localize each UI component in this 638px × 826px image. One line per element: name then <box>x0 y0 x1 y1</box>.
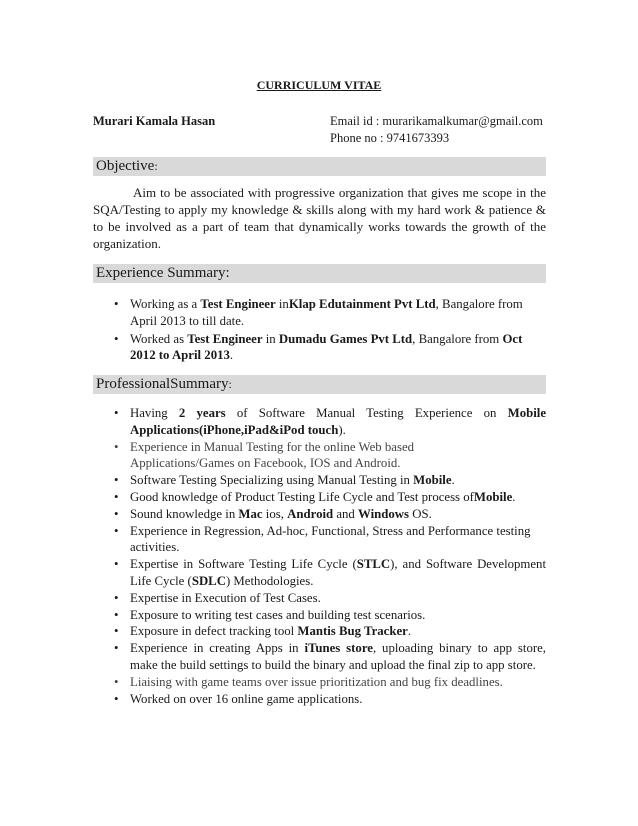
text-run: Dumadu Games Pvt Ltd <box>278 331 413 346</box>
text-run: , Bangalore from April 2013 to till date. <box>130 297 523 328</box>
text-run: . <box>229 348 234 363</box>
text-run: ios, <box>262 506 288 521</box>
objective-heading <box>93 157 546 176</box>
list-item <box>93 331 546 365</box>
text-run: Oct 2012 to April 2013 <box>130 331 523 363</box>
text-run: Sound knowledge in <box>130 506 239 521</box>
text-run: SDLC <box>191 573 226 588</box>
list-item <box>93 405 546 439</box>
bullet-icon: • <box>114 473 119 488</box>
text-run: in <box>275 297 289 311</box>
text-run: Having <box>130 406 179 420</box>
list-item <box>93 691 546 708</box>
text-run: Mobile <box>473 489 513 504</box>
text-run: in <box>262 331 279 346</box>
list-item <box>93 439 546 473</box>
list-item <box>93 472 546 489</box>
text-run: Experience in creating Apps in <box>130 641 305 656</box>
text-run: STLC <box>356 557 391 572</box>
document-title: CURRICULUM VITAE <box>256 78 382 92</box>
text-run: Software Testing Specializing using Manual Testing in <box>130 473 414 488</box>
list-item <box>93 556 546 590</box>
text-run: . <box>407 624 412 639</box>
text-run: Test Engineer <box>187 331 263 346</box>
experience-list <box>93 296 546 364</box>
professional-heading <box>93 375 546 394</box>
bullet-icon: • <box>114 607 119 622</box>
bullet-icon: • <box>114 674 119 689</box>
text-run: Mobile <box>413 473 452 488</box>
text-run: Exposure in defect tracking tool <box>130 624 298 639</box>
phone-line: Phone no : 9741673393 <box>330 131 450 145</box>
professional-heading-label: ProfessionalSummary <box>96 376 229 392</box>
text-run: , uploading binary to app store, make the build settings to build the binary and upload the final zip to app store. <box>130 641 547 672</box>
text-run: Mobile Applications(iPhone,iPad&iPod touch <box>130 406 547 437</box>
objective-heading-label: Objective <box>96 158 155 174</box>
text-run: 2 years <box>178 406 226 420</box>
bullet-icon: • <box>114 489 119 504</box>
objective-heading-colon: : <box>154 159 158 173</box>
text-run: Good knowledge of Product Testing Life Cycle and Test process of <box>130 489 474 504</box>
text-run: Windows <box>358 506 410 521</box>
list-item <box>93 623 546 640</box>
bullet-icon: • <box>114 406 119 420</box>
text-run: Exposure to writing test cases and building test scenarios. <box>130 607 426 622</box>
text-run: Klap Edutainment Pvt Ltd <box>288 297 436 311</box>
text-run: ). <box>338 422 346 437</box>
list-item <box>93 590 546 607</box>
list-item <box>93 296 546 330</box>
experience-heading: Experience Summary: <box>93 264 546 283</box>
contact-block <box>330 113 543 147</box>
text-run: ) Methodologies. <box>225 573 314 588</box>
professional-list <box>93 405 546 707</box>
text-run: Android <box>287 506 334 521</box>
bullet-icon: • <box>114 439 119 454</box>
bullet-icon: • <box>114 590 119 605</box>
text-run: Experience in Regression, Ad-hoc, Functional, Stress and Performance testing activities. <box>130 523 531 555</box>
text-run: and <box>333 506 359 521</box>
text-run: OS. <box>409 506 432 521</box>
objective-text: Aim to be associated with progressive organization that gives me scope in the SQA/Testing to apply my knowledge & skills along with my hard work & patience & to be involved as a part of team that dynamically works towards the growth of the organization. <box>93 185 546 251</box>
bullet-icon: • <box>114 624 119 639</box>
text-run: . <box>512 489 516 504</box>
text-run: ), and Software Development Life Cycle ( <box>130 557 547 588</box>
text-run: Expertise in Execution of Test Cases. <box>130 590 321 605</box>
text-run: Working as a <box>130 297 201 311</box>
list-item <box>93 506 546 523</box>
list-item <box>93 489 546 506</box>
bullet-icon: • <box>114 506 119 521</box>
bullet-icon: • <box>114 331 119 346</box>
list-item <box>93 640 546 674</box>
list-item <box>93 523 546 557</box>
text-run: Mac <box>238 506 263 521</box>
list-item <box>93 607 546 624</box>
bullet-icon: • <box>114 297 119 311</box>
text-run: iTunes store <box>304 641 373 656</box>
bullet-icon: • <box>114 691 119 706</box>
bullet-icon: • <box>114 641 119 656</box>
candidate-name: Murari Kamala Hasan <box>93 114 216 128</box>
text-run: Worked on over 16 online game applications. <box>130 691 363 706</box>
text-run: Test Engineer <box>200 297 276 311</box>
text-run: Liaising with game teams over issue prioritization and bug fix deadlines. <box>130 674 503 689</box>
text-run: of Software Manual Testing Experience on <box>225 406 508 420</box>
bullet-icon: • <box>114 523 119 538</box>
text-run: Experience in Manual Testing for the online Web based Applications/Games on Facebook, IOS and Android. <box>130 439 415 471</box>
text-run: , Bangalore from <box>412 331 503 346</box>
professional-heading-colon: : <box>228 377 232 391</box>
text-run: Expertise in Software Testing Life Cycle ( <box>130 557 357 572</box>
text-run: Mantis Bug Tracker <box>297 624 408 639</box>
email-line: Email id : murarikamalkumar@gmail.com <box>330 114 543 128</box>
bullet-icon: • <box>114 557 119 572</box>
text-run: Worked as <box>130 331 188 346</box>
list-item <box>93 674 546 691</box>
text-run: . <box>451 473 455 488</box>
